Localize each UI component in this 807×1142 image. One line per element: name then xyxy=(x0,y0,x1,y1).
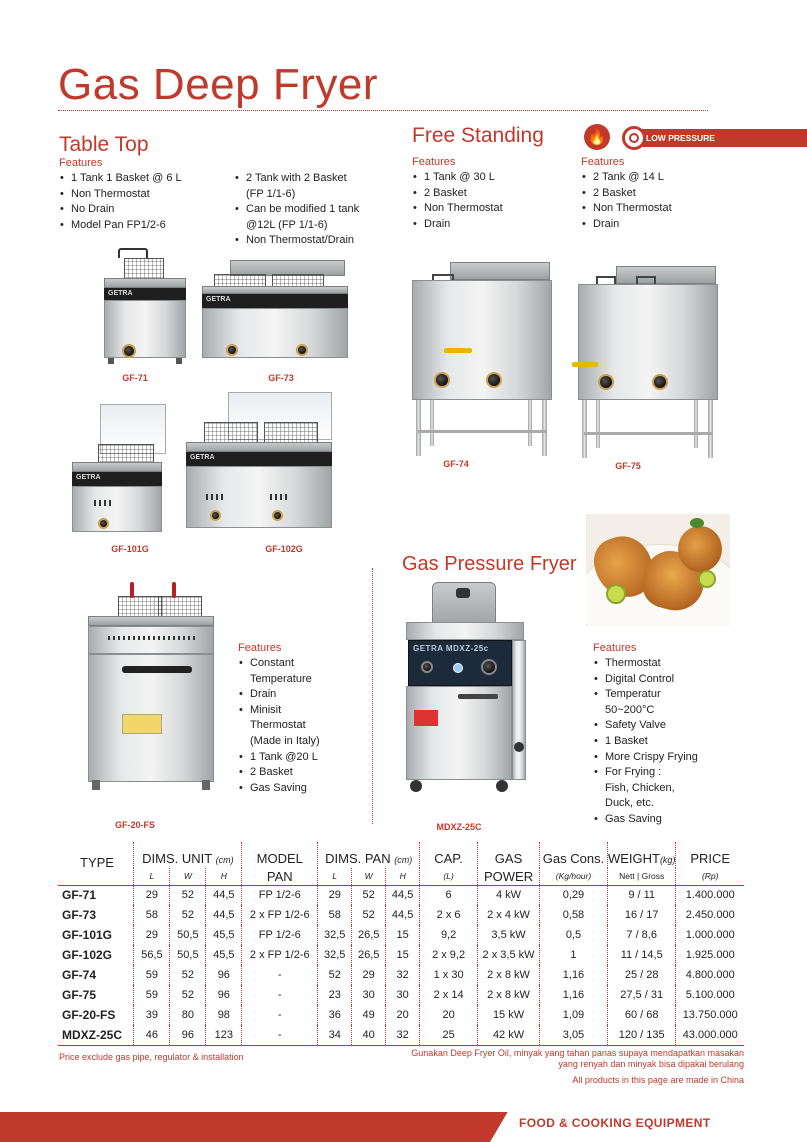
feature-item-cont: Fish, Chicken, xyxy=(605,781,675,794)
feature-item: • Drain xyxy=(581,217,731,233)
table-top-features-label: Features xyxy=(59,157,103,169)
leg xyxy=(542,400,547,456)
feature-item: • No Drain xyxy=(59,202,239,218)
table-row xyxy=(58,965,744,985)
knob xyxy=(226,344,238,356)
sub-l: L xyxy=(318,868,352,885)
basket-handle xyxy=(130,582,134,598)
low-pressure-badge xyxy=(624,129,807,147)
cell-pan-l: 52 xyxy=(318,965,352,985)
table-row xyxy=(58,1025,744,1045)
control-knob xyxy=(421,661,433,673)
cell-cap: 1 x 30 xyxy=(420,965,478,985)
cell-unit-w: 52 xyxy=(170,965,206,985)
cell-gas-cons: 3,05 xyxy=(540,1025,608,1045)
cell-gas-power: 2 x 8 kW xyxy=(478,965,540,985)
fried-chicken-photo xyxy=(586,514,730,626)
vent xyxy=(206,494,224,500)
feature-item-cont: Temperature xyxy=(250,672,312,685)
cell-cap: 6 xyxy=(420,885,478,905)
col-price: PRICE xyxy=(676,842,744,868)
cell-pan-l: 32,5 xyxy=(318,925,352,945)
col-gas-cons: Gas Cons. xyxy=(540,842,608,868)
control-knob xyxy=(481,659,497,675)
feature-item: • 2 Basket xyxy=(581,186,731,202)
cell-type: GF-101G xyxy=(62,928,113,942)
cell-model-pan: 2 x FP 1/2-6 xyxy=(242,945,318,965)
cell-cap: 20 xyxy=(420,1005,478,1025)
top-plate xyxy=(202,286,348,294)
cell-gas-power: 2 x 8 kW xyxy=(478,985,540,1005)
table-row xyxy=(58,925,744,945)
cell-unit-l: 59 xyxy=(134,965,170,985)
cell-pan-w: 26,5 xyxy=(352,925,386,945)
feature-item-cont: Thermostat xyxy=(250,719,306,732)
sub-power: POWER xyxy=(478,868,540,885)
cell-unit-w: 52 xyxy=(170,885,206,905)
knob xyxy=(122,344,136,358)
feature-item-cont: Duck, etc. xyxy=(605,797,654,810)
foot xyxy=(176,358,182,364)
table-row xyxy=(58,885,744,905)
table-row xyxy=(58,905,744,925)
feature-item: • 1 Basket xyxy=(593,734,743,750)
cell-gas-power: 2 x 3,5 kW xyxy=(478,945,540,965)
crossbar xyxy=(584,432,712,435)
cell-unit-l: 58 xyxy=(134,905,170,925)
body xyxy=(412,280,552,400)
cell-pan-h: 44,5 xyxy=(386,885,420,905)
backsplash xyxy=(450,262,550,280)
feature-item: • Drain xyxy=(412,217,572,233)
feature-item: • Non Thermostat xyxy=(412,201,572,217)
body xyxy=(104,300,186,358)
title-divider xyxy=(58,110,708,111)
feature-item-cont: 50~200°C xyxy=(605,703,655,716)
lime-slice xyxy=(606,584,626,604)
product-image-gf-101g xyxy=(70,404,170,536)
feature-item: • Thermostat xyxy=(593,656,743,672)
cell-gas-cons: 1,16 xyxy=(540,965,608,985)
caption-gf-102g: GF-102G xyxy=(265,544,303,554)
product-image-gf-20-fs xyxy=(82,580,218,814)
cell-pan-w: 52 xyxy=(352,885,386,905)
free-standing-features-right xyxy=(581,170,731,232)
display-icon xyxy=(453,663,463,673)
leg xyxy=(528,400,532,446)
knob xyxy=(210,510,221,521)
top-plate xyxy=(186,442,332,452)
basket xyxy=(118,596,162,618)
caster-wheel xyxy=(496,780,508,792)
warning-label xyxy=(122,714,162,734)
sub-weight-nett-gross: Nett | Gross xyxy=(607,868,676,885)
leg xyxy=(708,400,713,458)
control-panel xyxy=(88,626,214,654)
cell-pan-h: 44,5 xyxy=(386,905,420,925)
feature-item: • Temperatur xyxy=(593,687,743,703)
door-handle xyxy=(458,694,498,699)
cell-cap: 2 x 6 xyxy=(420,905,478,925)
cell-price: 1.000.000 xyxy=(676,925,744,945)
leg xyxy=(582,400,587,458)
cell-model-pan: - xyxy=(242,1005,318,1025)
knob xyxy=(434,372,450,388)
cell-price: 13.750.000 xyxy=(676,1005,744,1025)
cell-unit-l: 29 xyxy=(134,885,170,905)
chicken-piece xyxy=(678,526,722,572)
caster-wheel xyxy=(514,742,524,752)
cell-unit-h: 45,5 xyxy=(206,945,242,965)
cell-type: GF-75 xyxy=(62,988,97,1002)
cell-pan-h: 32 xyxy=(386,965,420,985)
cell-unit-h: 44,5 xyxy=(206,885,242,905)
product-image-gf-102g xyxy=(184,392,334,536)
cell-pan-w: 26,5 xyxy=(352,945,386,965)
feature-item: • 2 Basket xyxy=(412,186,572,202)
table-subheader-row xyxy=(58,868,744,885)
cell-unit-l: 56,5 xyxy=(134,945,170,965)
sub-w: W xyxy=(352,868,386,885)
feature-item: • Digital Control xyxy=(593,672,743,688)
cell-price: 4.800.000 xyxy=(676,965,744,985)
cell-type: GF-20-FS xyxy=(62,1008,116,1022)
cell-pan-h: 30 xyxy=(386,985,420,1005)
leg xyxy=(596,400,600,448)
col-dims-unit xyxy=(134,842,242,868)
feature-item: • Gas Saving xyxy=(238,781,348,797)
feature-item: • For Frying : xyxy=(593,765,743,781)
leg xyxy=(416,400,421,456)
spec-table xyxy=(58,842,744,1046)
cell-unit-h: 44,5 xyxy=(206,905,242,925)
basket-handle xyxy=(636,276,656,284)
feature-item: • 2 Tank @ 14 L xyxy=(581,170,731,186)
leg xyxy=(430,400,434,446)
brand-band: GETRA xyxy=(72,472,162,486)
col-dims-unit-label: DIMS. UNIT xyxy=(142,851,212,866)
col-dims-pan-unit: (cm) xyxy=(394,855,413,865)
body xyxy=(202,308,348,358)
feature-item: • Drain xyxy=(238,687,348,703)
cell-unit-w: 52 xyxy=(170,985,206,1005)
cell-model-pan: FP 1/2-6 xyxy=(242,885,318,905)
cell-weight: 120 / 135 xyxy=(607,1025,676,1045)
body xyxy=(72,486,162,532)
cell-pan-l: 32,5 xyxy=(318,945,352,965)
caption-gf-73: GF-73 xyxy=(268,373,294,383)
sub-gas-cons-unit: (Kg/hour) xyxy=(540,868,608,885)
cell-pan-w: 30 xyxy=(352,985,386,1005)
cell-model-pan: - xyxy=(242,985,318,1005)
cell-cap: 25 xyxy=(420,1025,478,1045)
oil-note-line-1: Gunakan Deep Fryer Oil, minyak yang tahan panas supaya mendapatkan masakan xyxy=(411,1048,744,1058)
warning-label xyxy=(414,710,438,726)
col-dims-pan-label: DIMS. PAN xyxy=(325,851,391,866)
table-row xyxy=(58,945,744,965)
crossbar xyxy=(418,430,546,433)
cell-type: GF-73 xyxy=(62,908,97,922)
lid-knob xyxy=(456,588,470,598)
cell-cap: 9,2 xyxy=(420,925,478,945)
basket-handle xyxy=(118,248,148,258)
feature-item: • Minisit xyxy=(238,703,348,719)
spec-table-body xyxy=(58,885,744,1045)
cell-weight: 9 / 11 xyxy=(607,885,676,905)
product-image-gf-73 xyxy=(200,260,350,370)
caster-wheel xyxy=(410,780,422,792)
cell-type: GF-102G xyxy=(62,948,113,962)
knob xyxy=(598,374,614,390)
oil-note-line-2: yang renyah dan minyak bisa dipakai berulang xyxy=(558,1059,744,1069)
cell-weight: 7 / 8,6 xyxy=(607,925,676,945)
valve-handle xyxy=(572,362,598,367)
pressure-features-label: Features xyxy=(593,642,637,654)
cell-pan-l: 23 xyxy=(318,985,352,1005)
cell-price: 1.925.000 xyxy=(676,945,744,965)
cell-model-pan: FP 1/2-6 xyxy=(242,925,318,945)
free-standing-features-label-2: Features xyxy=(581,156,625,168)
cell-price: 5.100.000 xyxy=(676,985,744,1005)
knob xyxy=(652,374,668,390)
cell-unit-w: 50,5 xyxy=(170,925,206,945)
col-weight-unit: (kg) xyxy=(659,855,676,865)
vent xyxy=(94,500,114,506)
feature-item-cont: (FP 1/1-6) xyxy=(246,187,296,200)
cell-cap: 2 x 14 xyxy=(420,985,478,1005)
knob xyxy=(272,510,283,521)
table-top-features-right xyxy=(234,171,384,249)
cell-unit-l: 29 xyxy=(134,925,170,945)
footer-label: FOOD & COOKING EQUIPMENT xyxy=(519,1116,711,1130)
cell-pan-w: 52 xyxy=(352,905,386,925)
cell-unit-h: 123 xyxy=(206,1025,242,1045)
caption-gf-101g: GF-101G xyxy=(111,544,149,554)
col-type: TYPE xyxy=(58,842,134,885)
cell-gas-cons: 1 xyxy=(540,945,608,965)
brand-band: GETRA xyxy=(202,294,348,308)
cell-unit-l: 59 xyxy=(134,985,170,1005)
basket xyxy=(264,422,318,444)
gf20-features-label: Features xyxy=(238,642,282,654)
foot xyxy=(108,358,114,364)
cell-gas-power: 42 kW xyxy=(478,1025,540,1045)
col-gas: GAS xyxy=(478,842,540,868)
cell-unit-h: 45,5 xyxy=(206,925,242,945)
cell-weight: 11 / 14,5 xyxy=(607,945,676,965)
col-model: MODEL xyxy=(242,842,318,868)
panel-label: GETRA MDXZ-25c xyxy=(413,644,489,653)
feature-item: • Can be modified 1 tank xyxy=(234,202,384,218)
sub-cap-unit: (L) xyxy=(420,868,478,885)
col-cap: CAP. xyxy=(420,842,478,868)
knob xyxy=(98,518,109,529)
cell-model-pan: 2 x FP 1/2-6 xyxy=(242,905,318,925)
basket xyxy=(158,596,202,618)
caption-gf-75: GF-75 xyxy=(615,461,641,471)
col-dims-pan xyxy=(318,842,420,868)
china-note: All products in this page are made in China xyxy=(572,1075,744,1085)
cell-gas-cons: 1,16 xyxy=(540,985,608,1005)
cell-type: GF-71 xyxy=(62,888,97,903)
sub-price-unit: (Rp) xyxy=(676,868,744,885)
cell-pan-h: 15 xyxy=(386,945,420,965)
cell-pan-w: 29 xyxy=(352,965,386,985)
low-pressure-label: LOW PRESSURE xyxy=(646,133,715,143)
cell-model-pan: - xyxy=(242,1025,318,1045)
oil-note xyxy=(400,1048,744,1070)
cell-gas-power: 3,5 kW xyxy=(478,925,540,945)
lime-slice xyxy=(698,570,716,588)
cell-unit-w: 80 xyxy=(170,1005,206,1025)
cell-unit-h: 96 xyxy=(206,985,242,1005)
door xyxy=(406,686,512,780)
table-row xyxy=(58,985,744,1005)
top-plate xyxy=(88,616,214,626)
gauge-icon xyxy=(622,126,646,150)
section-divider xyxy=(372,568,373,824)
cell-weight: 27,5 / 31 xyxy=(607,985,676,1005)
foot xyxy=(92,780,100,790)
cell-gas-cons: 1,09 xyxy=(540,1005,608,1025)
feature-item: • 1 Tank @20 L xyxy=(238,750,348,766)
cell-pan-h: 32 xyxy=(386,1025,420,1045)
cell-pan-h: 20 xyxy=(386,1005,420,1025)
sub-h: H xyxy=(206,868,242,885)
col-dims-unit-unit: (cm) xyxy=(215,855,234,865)
upper-body xyxy=(406,622,524,640)
cell-unit-w: 52 xyxy=(170,905,206,925)
herb-leaf xyxy=(690,518,704,528)
price-note: Price exclude gas pipe, regulator & installation xyxy=(59,1052,244,1062)
cell-pan-l: 36 xyxy=(318,1005,352,1025)
col-weight-label: WEIGHT xyxy=(607,851,660,866)
sub-w: W xyxy=(170,868,206,885)
gf20-features xyxy=(238,656,348,796)
caption-gf-20-fs: GF-20-FS xyxy=(114,820,155,830)
control-panel xyxy=(408,640,512,686)
product-image-gf-71 xyxy=(98,248,190,368)
feature-item: • More Crispy Frying xyxy=(593,750,743,766)
cell-unit-w: 50,5 xyxy=(170,945,206,965)
cell-gas-power: 4 kW xyxy=(478,885,540,905)
cell-pan-w: 49 xyxy=(352,1005,386,1025)
cell-weight: 60 / 68 xyxy=(607,1005,676,1025)
top-plate xyxy=(72,462,162,472)
pressure-fryer-heading: Gas Pressure Fryer xyxy=(402,553,577,575)
cell-gas-cons: 0,5 xyxy=(540,925,608,945)
product-image-gf-74 xyxy=(410,262,555,458)
table-top-features-left xyxy=(59,171,239,233)
basket-handle xyxy=(596,276,616,284)
cell-pan-l: 34 xyxy=(318,1025,352,1045)
brand-band: GETRA xyxy=(104,288,186,300)
cell-unit-l: 46 xyxy=(134,1025,170,1045)
basket-handle xyxy=(172,582,176,598)
free-standing-features-label: Features xyxy=(412,156,456,168)
product-image-mdxz-25c xyxy=(402,582,528,810)
top-plate xyxy=(104,278,186,288)
feature-item: • Non Thermostat/Drain xyxy=(234,233,384,249)
feature-item: • 1 Tank @ 30 L xyxy=(412,170,572,186)
cell-pan-w: 40 xyxy=(352,1025,386,1045)
free-standing-features-left xyxy=(412,170,572,232)
cell-gas-power: 2 x 4 kW xyxy=(478,905,540,925)
cell-pan-l: 58 xyxy=(318,905,352,925)
feature-item: • Safety Valve xyxy=(593,718,743,734)
cell-gas-cons: 0,58 xyxy=(540,905,608,925)
product-image-gf-75 xyxy=(576,266,721,460)
brand-band: GETRA xyxy=(186,452,332,466)
feature-item: • Non Thermostat xyxy=(59,187,239,203)
door-handle xyxy=(122,666,192,673)
cell-price: 43.000.000 xyxy=(676,1025,744,1045)
free-standing-heading: Free Standing xyxy=(412,124,544,147)
cell-pan-h: 15 xyxy=(386,925,420,945)
knob xyxy=(296,344,308,356)
cell-price: 1.400.000 xyxy=(676,885,744,905)
leg xyxy=(694,400,698,448)
side-panel xyxy=(512,640,526,780)
vent xyxy=(108,636,198,640)
flame-icon: 🔥 xyxy=(584,124,610,150)
sub-l: L xyxy=(134,868,170,885)
cell-weight: 25 / 28 xyxy=(607,965,676,985)
backsplash xyxy=(616,266,716,284)
cell-type: MDXZ-25C xyxy=(58,1025,134,1045)
cell-cap: 2 x 9,2 xyxy=(420,945,478,965)
cell-price: 2.450.000 xyxy=(676,905,744,925)
caption-gf-71: GF-71 xyxy=(122,373,148,383)
cell-unit-l: 39 xyxy=(134,1005,170,1025)
pressure-features xyxy=(593,656,743,828)
feature-item: • Model Pan FP1/2-6 xyxy=(59,218,239,234)
cell-weight: 16 / 17 xyxy=(607,905,676,925)
table-header-row xyxy=(58,842,744,868)
basket xyxy=(204,422,258,444)
cell-unit-h: 98 xyxy=(206,1005,242,1025)
valve-handle xyxy=(444,348,472,353)
caption-mdxz-25c: MDXZ-25C xyxy=(436,822,482,832)
feature-item-cont: @12L (FP 1/1-6) xyxy=(246,218,328,231)
sub-pan: PAN xyxy=(242,868,318,885)
feature-item-cont: (Made in Italy) xyxy=(250,734,320,747)
cell-unit-h: 96 xyxy=(206,965,242,985)
vent xyxy=(270,494,288,500)
feature-item: • Gas Saving xyxy=(593,812,743,828)
feature-item: • 1 Tank 1 Basket @ 6 L xyxy=(59,171,239,187)
table-row xyxy=(58,1005,744,1025)
table-top-heading: Table Top xyxy=(59,133,149,156)
cell-unit-w: 96 xyxy=(170,1025,206,1045)
page-title: Gas Deep Fryer xyxy=(58,60,378,109)
feature-item: • Non Thermostat xyxy=(581,201,731,217)
cell-pan-l: 29 xyxy=(318,885,352,905)
cell-model-pan: - xyxy=(242,965,318,985)
knob xyxy=(486,372,502,388)
sub-h: H xyxy=(386,868,420,885)
feature-item: • Constant xyxy=(238,656,348,672)
col-weight xyxy=(607,842,676,868)
foot xyxy=(202,780,210,790)
feature-item: • 2 Tank with 2 Basket xyxy=(234,171,384,187)
caption-gf-74: GF-74 xyxy=(443,459,469,469)
cell-gas-power: 15 kW xyxy=(478,1005,540,1025)
cell-type: GF-74 xyxy=(62,968,97,982)
cell-gas-cons: 0,29 xyxy=(540,885,608,905)
feature-item: • 2 Basket xyxy=(238,765,348,781)
